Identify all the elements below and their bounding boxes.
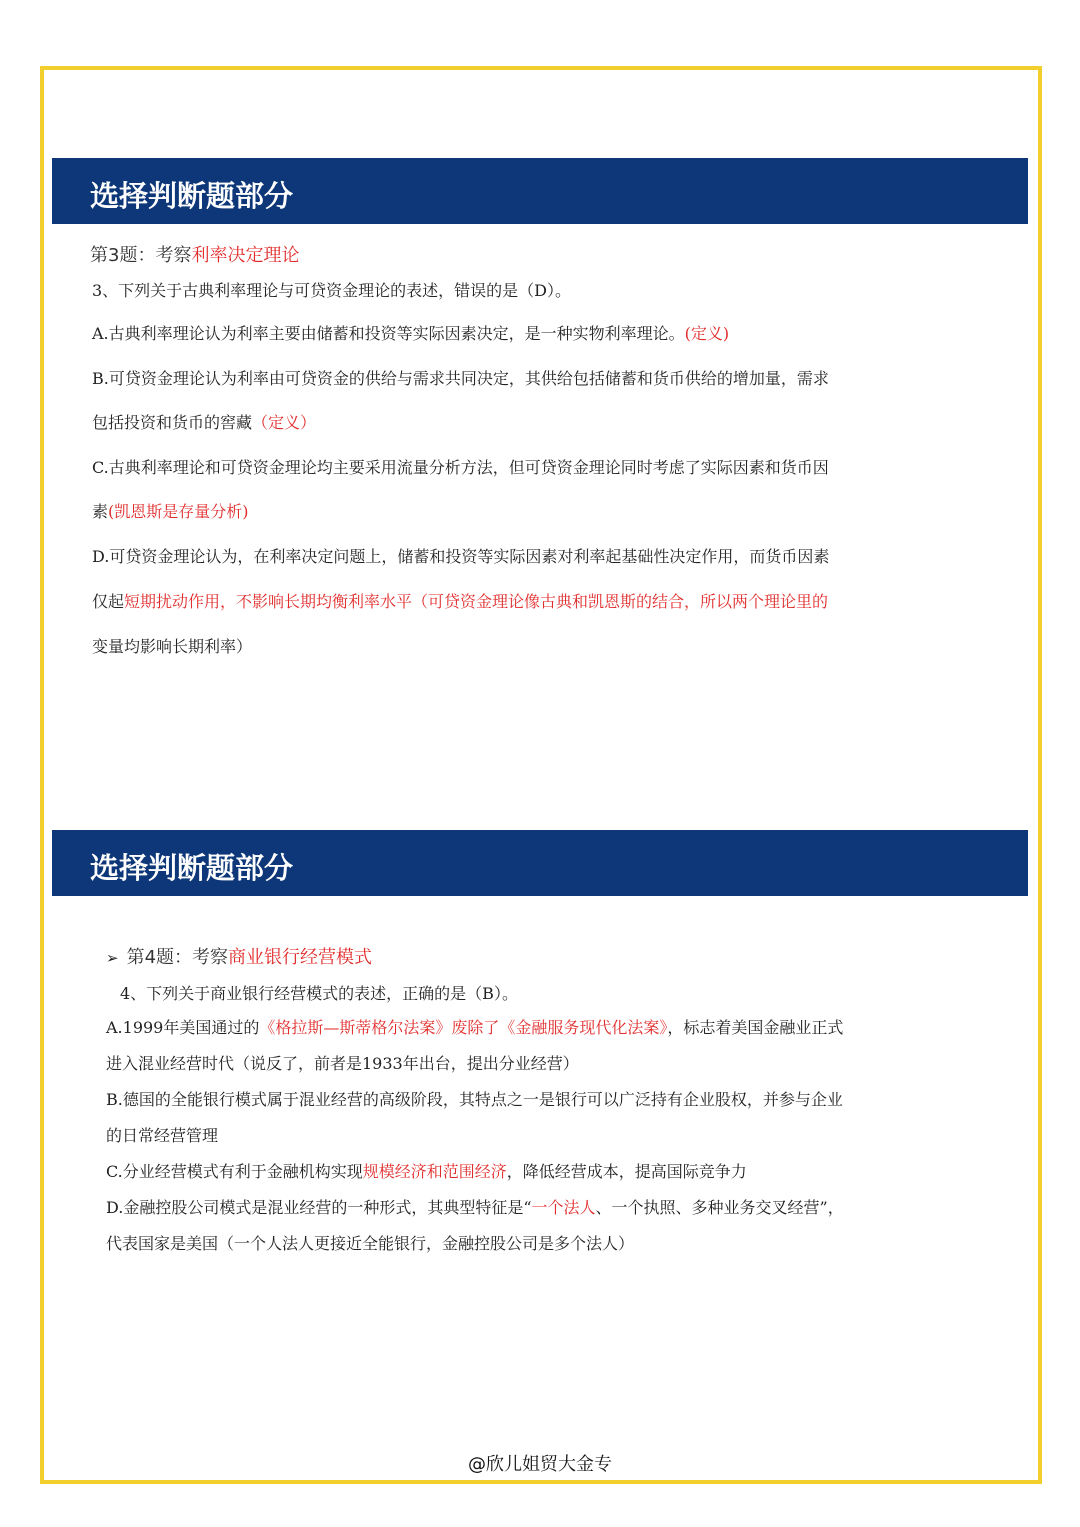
option-b-line-1: B.德国的全能银行模式属于混业经营的高级阶段，其特点之一是银行可以广泛持有企业股权，并参与企业 xyxy=(106,1090,843,1109)
arrow-bullet-icon: ➢ xyxy=(106,949,119,967)
question-text: 3、下列关于古典利率理论与可贷资金理论的表述，错误的是（D）。 xyxy=(92,281,572,300)
option-c-line-1: C.古典利率理论和可贷资金理论均主要采用流量分析方法，但可贷资金理论同时考虑了实际因素和货币因 xyxy=(92,458,829,477)
option-c: C.分业经营模式有利于金融机构实现规模经济和范围经济，降低经营成本，提高国际竞争力 xyxy=(106,1162,747,1181)
option-d-line-2: 代表国家是美国（一个人法人更接近全能银行，金融控股公司是多个法人） xyxy=(106,1234,635,1253)
option-b-line-2: 的日常经营管理 xyxy=(106,1126,219,1145)
question-heading: 第3题：考察利率决定理论 xyxy=(90,245,300,266)
option-d-line-1: D.可贷资金理论认为，在利率决定问题上，储蓄和投资等实际因素对利率起基础性决定作用，而货币因素 xyxy=(92,547,830,566)
section-banner-1 xyxy=(52,158,1028,224)
option-d-line-1: D.金融控股公司模式是混业经营的一种形式，其典型特征是“一个法人、一个执照、多种业务交叉经营”， xyxy=(106,1198,844,1217)
option-a-line-2: 进入混业经营时代（说反了，前者是1933年出台，提出分业经营） xyxy=(106,1054,579,1073)
section-banner-2 xyxy=(52,830,1028,896)
question-heading: ➢ 第4题：考察商业银行经营模式 xyxy=(106,947,373,968)
option-b-line-2: 包括投资和货币的窖藏（定义） xyxy=(92,413,317,432)
option-d-line-3: 变量均影响长期利率） xyxy=(92,637,253,656)
option-a-line-1: A.1999年美国通过的《格拉斯—斯蒂格尔法案》废除了《金融服务现代化法案》，标志着美国金融业正式 xyxy=(106,1018,844,1037)
option-d-line-2: 仅起短期扰动作用，不影响长期均衡利率水平（可贷资金理论像古典和凯恩斯的结合，所以两个理论里的 xyxy=(92,592,829,611)
footer-credit: @欣儿姐贸大金专 xyxy=(468,1454,612,1475)
banner-title: 选择判断题部分 xyxy=(90,851,294,885)
option-c-line-2: 素(凯恩斯是存量分析) xyxy=(92,502,249,521)
option-b-line-1: B.可贷资金理论认为利率由可贷资金的供给与需求共同决定，其供给包括储蓄和货币供给的增加量，需求 xyxy=(92,369,829,388)
banner-title: 选择判断题部分 xyxy=(90,179,294,213)
option-a: A.古典利率理论认为利率主要由储蓄和投资等实际因素决定，是一种实物利率理论。(定义) xyxy=(92,324,730,343)
question-text: 4、下列关于商业银行经营模式的表述，正确的是（B）。 xyxy=(120,984,518,1003)
